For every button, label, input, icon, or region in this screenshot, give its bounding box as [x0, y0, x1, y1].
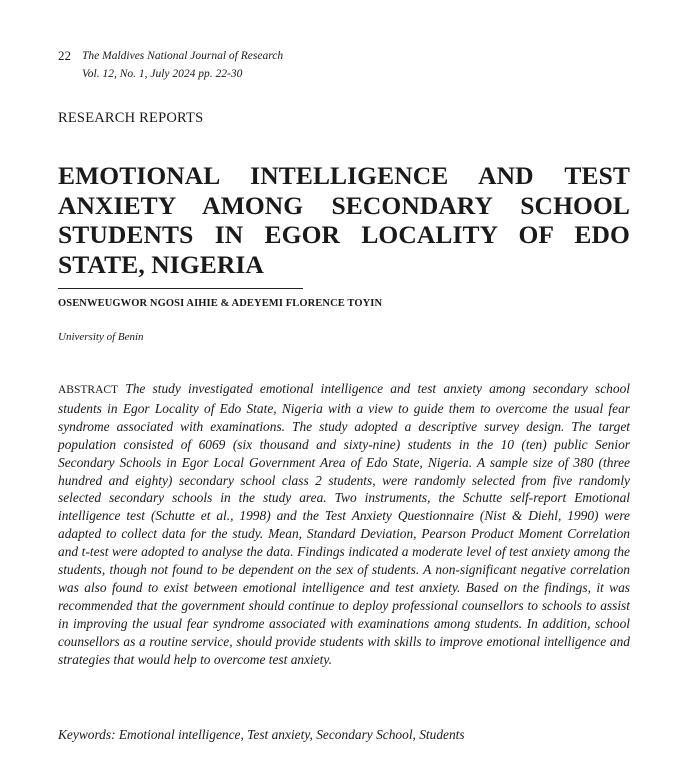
journal-name: The Maldives National Journal of Research: [82, 50, 284, 62]
abstract: [58, 380, 630, 669]
abstract-text: The study investigated emotional intelligence and test anxiety among secondary school students in Egor Locality of Edo State, Nigeria with a view to guide them to overcome the usual fear syndrome associated with examinations. The study adopted a descriptive survey design. The target population consisted of 6069 (six thousand and sixty-nine) students in the 10 (ten) public Senior Secondary Schools in Egor Local Government Area of Edo State, Nigeria. A sample size of 380 (three hundred and eighty) secondary school class 2 students, were randomly selected from five randomly selected secondary schools in the study area. Two instruments, the Schutte self-report Emotional intelligence test (Schutte et al., 1998) and the Test Anxiety Questionnaire (Nist & Diehl, 1990) were adapted to collect data for the study. Mean, Standard Deviation, Pearson Product Moment Correlation and t-test were adopted to analyse the data. Findings indicated a moderate level of test anxiety among the students, though not found to be dependent on the sex of students. A non-significant negative correlation was also found to exist between emotional intelligence and test anxiety. Based on the findings, it was recommended that the government should continue to deploy professional counsellors to schools to assist in improving the usual fear syndrome associated with examinations among students. In addition, school counsellors as a routine service, should provide students with skills to improve emotional intelligence and strategies that would help to overcome test anxiety.: [58, 381, 630, 667]
author-affiliation: University of Benin: [58, 331, 144, 343]
keywords: Keywords: Emotional intelligence, Test anxiety, Secondary School, Students: [58, 727, 465, 742]
volume-info: Vol. 12, No. 1, July 2024 pp. 22-30: [82, 68, 243, 80]
article-authors: OSENWEUGWOR NGOSI AIHIE & ADEYEMI FLORENCE TOYIN: [58, 298, 383, 309]
journal-citation: [82, 47, 283, 83]
page-number: 22: [58, 48, 71, 63]
section-label: RESEARCH REPORTS: [58, 110, 204, 126]
abstract-label: ABSTRACT: [58, 384, 119, 396]
title-divider: [58, 288, 303, 289]
article-title: EMOTIONAL INTELLIGENCE AND TEST ANXIETY AMONG SECONDARY SCHOOL STUDENTS IN EGOR LOCALITY OF EDO STATE, NIGERIA: [58, 161, 630, 279]
